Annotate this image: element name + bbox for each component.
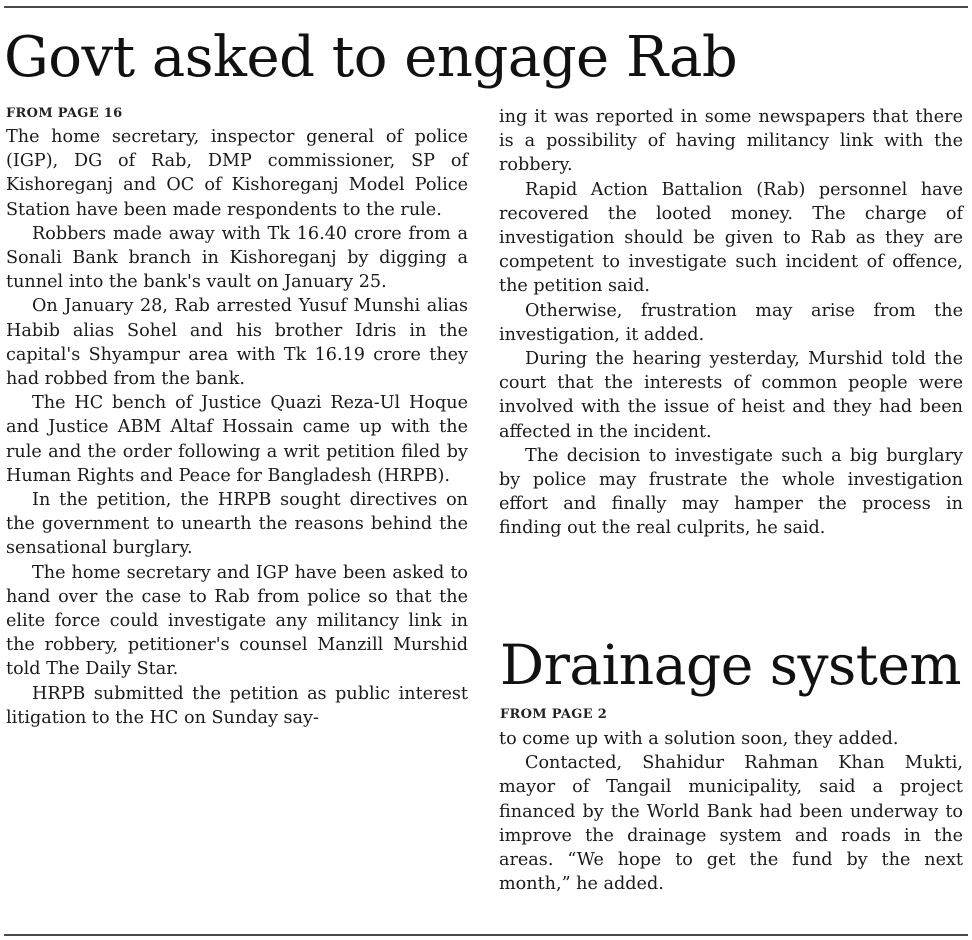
paragraph: The decision to investigate such a big burglary by police may frustrate the whole investigation effort and finally may hamper the process in finding out the real culprits, he said. [499, 445, 963, 539]
article-headline: Govt asked to engage Rab [4, 25, 738, 90]
paragraph: During the hearing yesterday, Murshid told the court that the interests of common people were involved with the issue of heist and they had been affected in the incident. [499, 349, 963, 442]
page-reference: FROM PAGE 16 [6, 106, 123, 121]
paragraph: The HC bench of Justice Quazi Reza-Ul Hoque and Justice ABM Altaf Hossain came up with the rule and the order following a writ petition filed by Human Rights and Peace for Bangladesh (HRPB). [6, 393, 468, 486]
bottom-rule [4, 934, 968, 936]
paragraph: Rapid Action Battalion (Rab) personnel have recovered the looted money. The charge of investigation should be given to Rab as they are competent to investigate such incident of offence, the petition said. [499, 179, 963, 297]
paragraph: HRPB submitted the petition as public interest litigation to the HC on Sunday say- [6, 683, 468, 728]
second-article-body [499, 727, 963, 896]
paragraph: Robbers made away with Tk 16.40 crore from a Sonali Bank branch in Kishoreganj by digging a tunnel into the bank's vault on January 25. [6, 223, 468, 293]
article-column-right [499, 105, 963, 541]
paragraph: In the petition, the HRPB sought directives on the government to unearth the reasons behind the sensational burglary. [6, 490, 468, 559]
paragraph: The home secretary and IGP have been asked to hand over the case to Rab from police so that the elite force could investigate any militancy link in the robbery, petitioner's counsel Manzill Murshid told The Daily Star. [6, 562, 468, 680]
top-rule [4, 6, 968, 8]
paragraph: The home secretary, inspector general of police (IGP), DG of Rab, DMP commissioner, SP of Kishoreganj and OC of Kishoreganj Model Police Station have been made respondents to the rule. [6, 127, 468, 220]
paragraph: Otherwise, frustration may arise from the investigation, it added. [499, 300, 963, 345]
paragraph: ing it was reported in some newspapers that there is a possibility of having militancy link with the robbery. [499, 107, 963, 176]
second-page-reference: FROM PAGE 2 [500, 707, 608, 722]
second-article-headline: Drainage system [500, 633, 962, 697]
paragraph: Contacted, Shahidur Rahman Khan Mukti, mayor of Tangail municipality, said a project financed by the World Bank had been underway to improve the drainage system and roads in the areas. “We hope to get the fund by the next month,” he added. [499, 753, 963, 895]
article-column-left [6, 125, 468, 730]
paragraph: On January 28, Rab arrested Yusuf Munshi alias Habib alias Sohel and his brother Idris in the capital's Shyampur area with Tk 16.19 crore they had robbed from the bank. [6, 296, 468, 390]
paragraph: to come up with a solution soon, they added. [499, 729, 899, 749]
